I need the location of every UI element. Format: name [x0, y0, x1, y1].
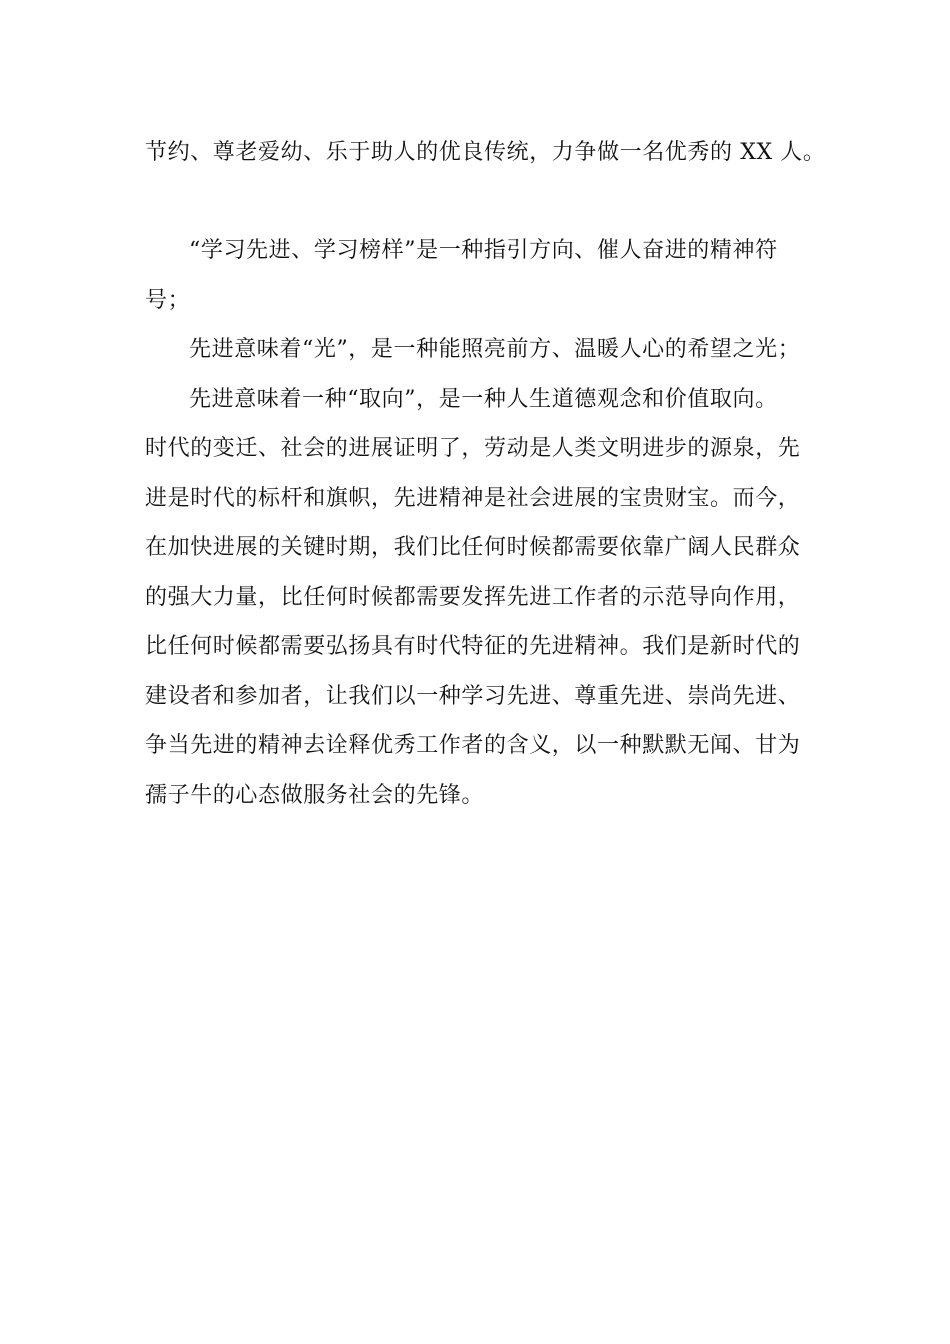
text-line: 先进意味着一种“取向”，是一种人生道德观念和价值取向。 [189, 386, 778, 412]
text-line: 争当先进的精神去诠释优秀工作者的含义，以一种默默无闻、甘为 [145, 733, 801, 758]
text-line: 孺子牛的心态做服务社会的先锋。 [145, 782, 485, 808]
text-line: 比任何时候都需要弘扬具有时代特征的先进精神。我们是新时代的 [145, 634, 801, 659]
paragraph-orientation [145, 375, 810, 821]
paragraph-continuation [145, 128, 826, 178]
text-line: 号； [145, 287, 191, 313]
text-line: 进是时代的标杆和旗帜，先进精神是社会进展的宝贵财宝。而今， [145, 485, 801, 511]
text-line: 在加快进展的关键时期，我们比任何时候都需要依靠广阔人民群众 [145, 535, 801, 560]
text-line: 建设者和参加者，让我们以一种学习先进、尊重先进、崇尚先进、 [145, 683, 801, 709]
text-line: 节约、尊老爱幼、乐于助人的优良传统，力争做一名优秀的 XX 人。 [145, 140, 826, 165]
text-line: 的强大力量，比任何时候都需要发挥先进工作者的示范导向作用， [145, 584, 801, 610]
text-line: 先进意味着“光”，是一种能照亮前方、温暖人心的希望之光； [189, 337, 801, 362]
body-text [145, 226, 810, 820]
paragraph-light [145, 325, 810, 375]
text-line: 时代的变迁、社会的进展证明了，劳动是人类文明进步的源泉，先 [145, 436, 801, 461]
text-line: “学习先进、学习榜样”是一种指引方向、催人奋进的精神符 [189, 238, 778, 263]
paragraph-symbol [145, 226, 810, 325]
